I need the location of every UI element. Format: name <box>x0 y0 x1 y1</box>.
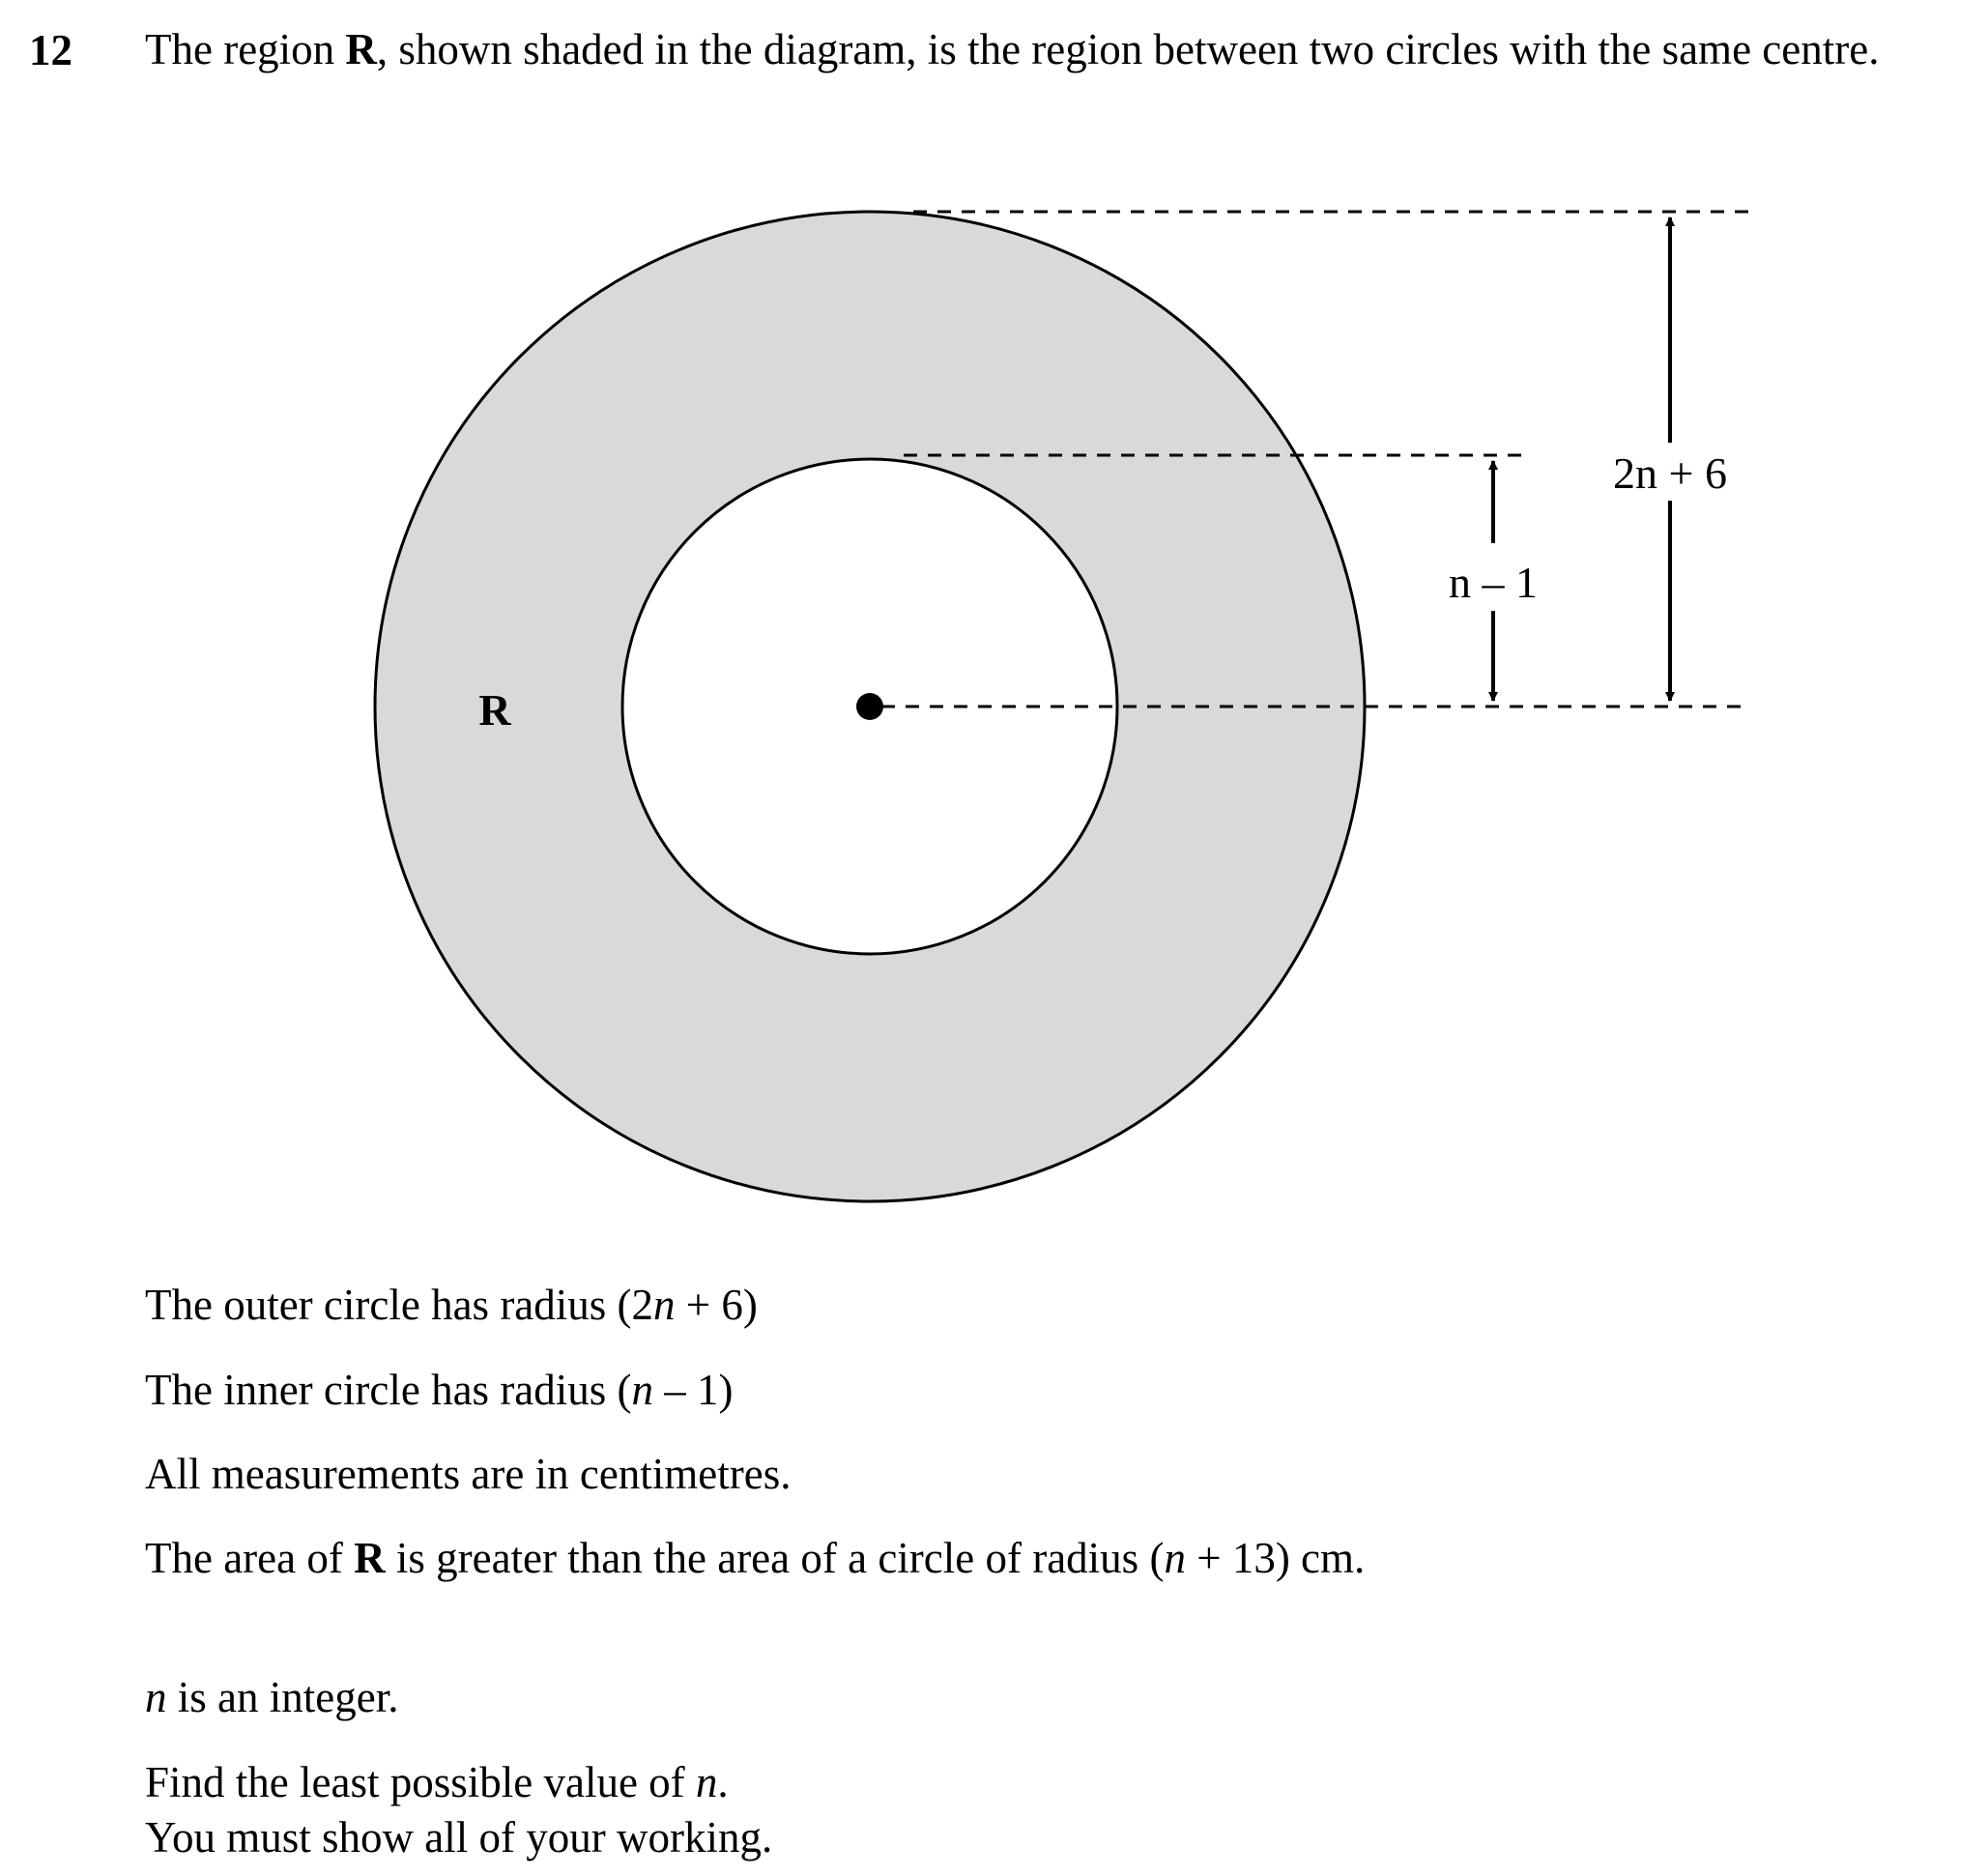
intro-text-start: The region <box>145 25 346 73</box>
region-r-label: R <box>478 685 511 735</box>
inner-radius-label: n – 1 <box>1449 558 1538 607</box>
question-number: 12 <box>29 26 72 74</box>
intro-region-label: R <box>345 25 377 73</box>
integer-statement: n is an integer. <box>145 1673 399 1721</box>
outer-radius-label: 2n + 6 <box>1613 448 1727 498</box>
area-statement: The area of R is greater than the area of a circle of radius (n + 13) cm. <box>145 1534 1366 1582</box>
intro-text-end: , shown shaded in the diagram, is the region between two circles with the same centre. <box>376 25 1880 73</box>
inner-radius-statement: The inner circle has radius (n – 1) <box>145 1366 734 1414</box>
units-statement: All measurements are in centimetres. <box>145 1450 792 1498</box>
working-instruction: You must show all of your working. <box>145 1813 773 1862</box>
centre-point <box>856 693 883 720</box>
find-instruction: Find the least possible value of n. <box>145 1758 729 1806</box>
outer-radius-statement: The outer circle has radius (2n + 6) <box>145 1281 758 1329</box>
